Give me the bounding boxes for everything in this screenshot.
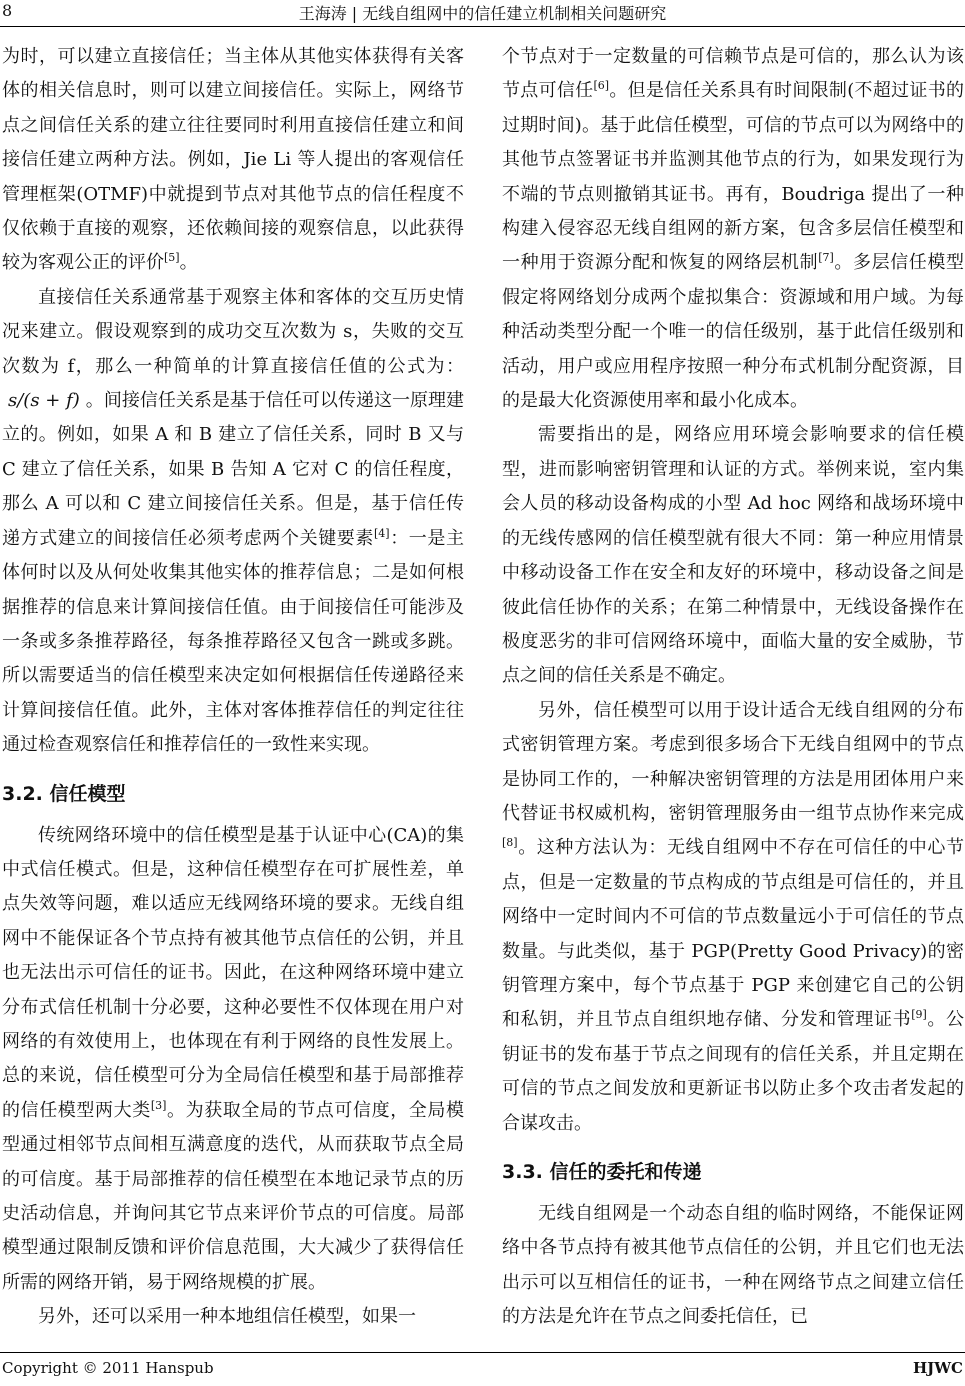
citation[interactable]: [5] [164,251,180,265]
journal-abbrev: HJWC [912,1359,963,1377]
left-column [2,40,464,1335]
citation[interactable]: [7] [818,251,834,265]
paragraph: 另外，信任模型可以用于设计适合无线自组网的分布式密钥管理方案。考虑到很多场合下无线自组网中的节点是协同工作的，一种解决密钥管理的方法是用团体用户来代替证书权威机构，密钥管理服务由一组节点协作来完成[8]。这种方法认为：无线自组网中不存在可信任的中心节点，但是一定数量的节点构成的节点组是可信任的，并且网络中一定时间内不可信的节点数量远小于可信任的节点数量。与此类似，基于 PGP(Pretty Good Privacy)的密钥管理方案中，每个节点基于 PGP 来创建它自己的公钥和私钥，并且节点自组织地存储、分发和管理证书[9]。公钥证书的发布基于节点之间现有的信任关系，并且定期在可信的节点之间发放和更新证书以防止多个攻击者发起的合谋攻击。 [502,699,965,1134]
paragraph: 传统网络环境中的信任模型是基于认证中心(CA)的集中式信任模式。但是，这种信任模型存在可扩展性差，单点失效等问题，难以适应无线网络环境的要求。无线自组网中不能保证各个节点持有被其他节点信任的公钥，并且也无法出示可信任的证书。因此，在这种网络环境中建立分布式信任机制十分必要，这种必要性不仅体现在用户对网络的有效使用上，也体现在有利于网络的良性发展上。总的来说，信任模型可分为全局信任模型和基于局部推荐的信任模型两大类[3]。为获取全局的节点可信度，全局模型通过相邻节点间相互满意度的迭代，从而获取节点全局的可信度。基于局部推荐的信任模型在本地记录节点的历史活动信息，并询问其它节点来评价节点的可信度。局部模型通过限制反馈和评价信息范围，大大减少了获得信任所需的网络开销，易于网络规模的扩展。 [2,824,465,1293]
section-heading: 3.2. 信任模型 [2,782,126,805]
page-footer [0,1352,965,1383]
citation[interactable]: [4] [374,526,390,540]
section-heading: 3.3. 信任的委托和传递 [502,1161,702,1183]
trust-formula: s/(s + f) [8,390,80,412]
page-header [0,0,965,27]
paragraph: 直接信任关系通常基于观察主体和客体的交互历史情况来建立。假设观察到的成功交互次数为 s，失败的交互次数为 f，那么一种简单的计算直接信任值的公式为：s/(s + f) 。间接信任关系是基于信任可以传递这一原理建立的。例如，如果 A 和 B 建立了信任关系，同时 B 又与 C 建立了信任关系，如果 B 告知 A 它对 C 的信任程度，那么 A 可以和 C 建立间接信任关系。但是，基于信任传递方式建立的间接信任必须考虑两个关键要素[4]：一是主体何时以及从何处收集其他实体的推荐信息；二是如何根据推荐的信息来计算间接信任值。由于间接信任可能涉及一条或多条推荐路径，每条推荐路径又包含一跳或多跳。所以需要适当的信任模型来决定如何根据信任传递路径来计算间接信任值。此外，主体对客体推荐信任的判定往往通过检查观察信任和推荐信任的一致性来实现。 [2,286,465,756]
paragraph: 无线自组网是一个动态自组的临时网络，不能保证网络中各节点持有被其他节点信任的公钥，并且它们也无法出示可以互相信任的证书，一种在网络节点之间建立信任的方法是允许在节点之间委托信任，已 [502,1203,964,1328]
page-number: 8 [2,1,13,20]
citation[interactable]: [6] [593,79,610,93]
citation[interactable]: [3] [150,1098,167,1112]
right-column [502,40,964,1335]
citation[interactable]: [8] [502,836,518,850]
running-title: 王海涛 | 无线自组网中的信任建立机制相关问题研究 [298,4,667,23]
paragraph: 另外，还可以采用一种本地组信任模型，如果一 [38,1306,416,1328]
paragraph: 个节点对于一定数量的可信赖节点是可信的，那么认为该节点可信任[6]。但是信任关系具有时间限制(不超过证书的过期时间)。基于此信任模型，可信的节点可以为网络中的其他节点签署证书并监测其他节点的行为，如果发现行为不端的节点则撤销其证书。再有，Boudriga 提出了一种构建入侵容忍无线自组网的新方案，包含多层信任模型和一种用于资源分配和恢复的网络层机制[7]。多层信任模型假定将网络划分成两个虚拟集合：资源域和用户域。为每种活动类型分配一个唯一的信任级别，基于此信任级别和活动，用户或应用程序按照一种分布式机制分配资源，目的是最大化资源使用率和最小化成本。 [502,46,964,412]
paragraph: 为时，可以建立直接信任；当主体从其他实体获得有关客体的相关信息时，则可以建立间接信任。实际上，网络节点之间信任关系的建立往往要同时利用直接信任建立和间接信任建立两种方法。例如，Jie Li 等人提出的客观信任管理框架(OTMF)中就提到节点对其他节点的信任程度不仅依赖于直接的观察，还依赖间接的观察信息，以此获得较为客观公正的评价[5]。 [2,46,464,274]
citation[interactable]: [9] [911,1008,927,1022]
paragraph: 需要指出的是，网络应用环境会影响要求的信任模型，进而影响密钥管理和认证的方式。举例来说，室内集会人员的移动设备构成的小型 Ad hoc 网络和战场环境中的无线传感网的信任模型就有很大不同：第一种应用情景中移动设备工作在安全和友好的环境中，移动设备之间是彼此信任协作的关系；在第二种情景中，无线设备操作在极度恶劣的非可信网络环境中，面临大量的安全威胁，节点之间的信任关系是不确定。 [502,424,964,687]
copyright-notice: Copyright © 2011 Hanspub [2,1359,214,1377]
